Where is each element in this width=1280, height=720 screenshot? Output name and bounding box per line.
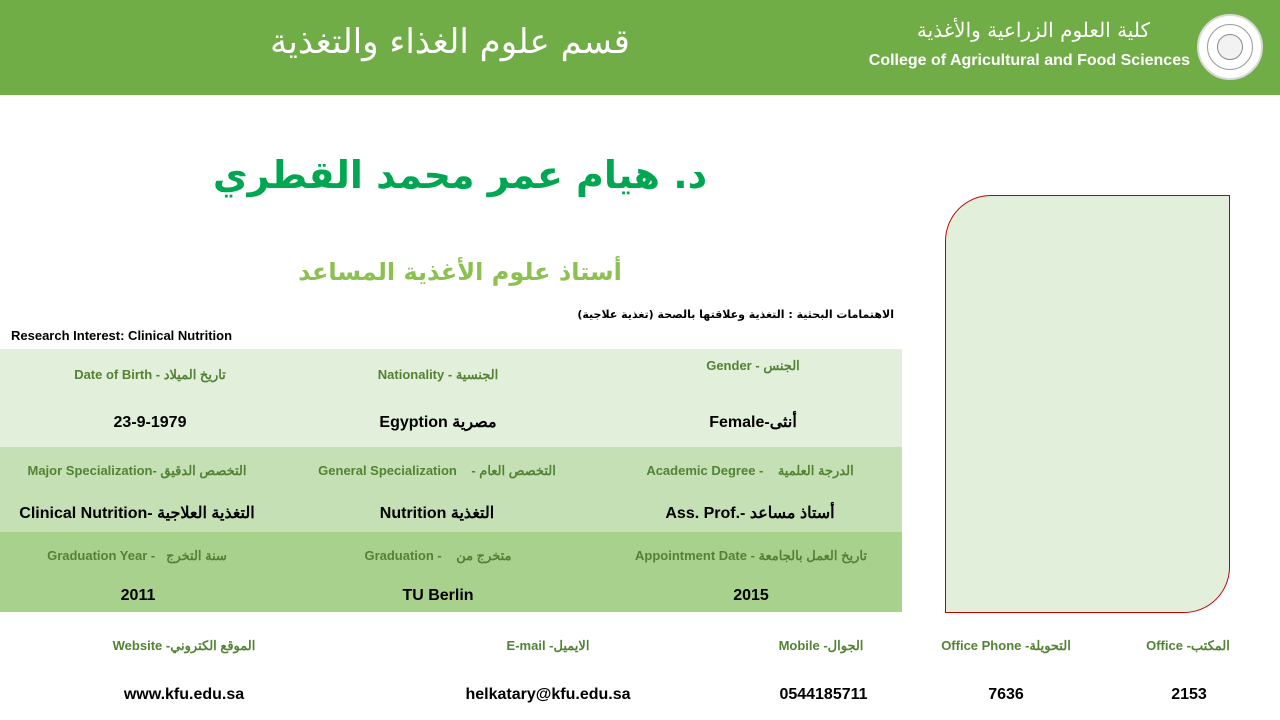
academic-rank: أستاذ علوم الأغذية المساعد bbox=[298, 258, 622, 286]
email-label: E-mail -الايميل bbox=[506, 638, 590, 653]
office-value: 2153 bbox=[1171, 686, 1207, 703]
graduation-year-value: 2011 bbox=[120, 587, 156, 604]
faculty-name: د. هيام عمر محمد القطري bbox=[212, 153, 708, 197]
appointment-date-value: 2015 bbox=[733, 587, 769, 604]
info-band-academic bbox=[0, 447, 902, 532]
graduation-year-value-cell bbox=[0, 585, 288, 607]
appointment-date-value-cell bbox=[601, 585, 901, 607]
mobile-value[interactable]: 0544185711 bbox=[779, 686, 868, 703]
graduation-year-cell bbox=[0, 547, 287, 565]
info-band-personal bbox=[0, 349, 902, 447]
graduation-value-cell bbox=[288, 585, 588, 607]
office-label: Office -المكتب bbox=[1146, 638, 1230, 653]
college-name-arabic: كلية العلوم الزراعية والأغذية bbox=[916, 18, 1150, 42]
general-specialization-value-cell bbox=[287, 503, 587, 525]
profile-photo-placeholder bbox=[945, 195, 1230, 613]
major-specialization-value: Clinical Nutrition- التغذية العلاجية bbox=[19, 505, 255, 522]
appointment-date-cell bbox=[601, 547, 901, 565]
website-value[interactable]: www.kfu.edu.sa bbox=[123, 686, 245, 703]
graduation-cell bbox=[288, 547, 588, 565]
email-value[interactable]: helkatary@kfu.edu.sa bbox=[465, 686, 631, 703]
department-title: قسم علوم الغذاء والتغذية bbox=[270, 22, 630, 62]
graduation-value: TU Berlin bbox=[402, 587, 474, 604]
research-interest-english: Research Interest: Clinical Nutrition bbox=[11, 328, 233, 343]
general-specialization-value: Nutrition التغذية bbox=[379, 505, 495, 522]
gender-label: Gender - الجنس bbox=[706, 358, 800, 373]
gender-value-cell bbox=[603, 412, 903, 434]
website-label: Website -الموقع الكتروني bbox=[112, 638, 256, 653]
academic-degree-label: Academic Degree - الدرجة العلمية bbox=[646, 463, 854, 478]
appointment-date-label: Appointment Date - تاريخ العمل بالجامعة bbox=[635, 548, 867, 563]
major-specialization-label: Major Specialization- التخصص الدقيق bbox=[27, 463, 247, 478]
graduation-label: Graduation - متخرج من bbox=[364, 548, 512, 563]
gender-cell bbox=[603, 357, 903, 375]
academic-degree-value-cell bbox=[600, 503, 900, 525]
nationality-value: Egyption مصرية bbox=[379, 414, 497, 431]
major-specialization-value-cell bbox=[0, 503, 287, 525]
office-phone-label: Office Phone -التحويلة bbox=[941, 638, 1071, 653]
nationality-value-cell bbox=[288, 412, 588, 434]
academic-degree-cell bbox=[600, 462, 900, 480]
date-of-birth-cell bbox=[0, 366, 300, 384]
research-interest-arabic: الاهتمامات البحثية : التغذية وعلاقتها بالصحة (تغذية علاجية) bbox=[577, 308, 894, 321]
general-specialization-cell bbox=[287, 462, 587, 480]
major-specialization-cell bbox=[0, 462, 287, 480]
nationality-cell bbox=[288, 366, 588, 384]
date-of-birth-value-cell bbox=[0, 412, 300, 434]
gender-value: Female-أنثى bbox=[709, 414, 797, 431]
nationality-label: Nationality - الجنسية bbox=[377, 367, 499, 382]
general-specialization-label: General Specialization التخصص العام - bbox=[318, 463, 556, 478]
date-of-birth-value: 23-9-1979 bbox=[113, 414, 187, 431]
office-phone-value: 7636 bbox=[988, 686, 1024, 703]
info-band-career bbox=[0, 532, 902, 612]
college-name-english: College of Agricultural and Food Sciences bbox=[868, 52, 1190, 69]
mobile-label: Mobile -الجوال bbox=[778, 638, 864, 653]
graduation-year-label: Graduation Year - سنة التخرج bbox=[47, 548, 227, 563]
university-seal-logo bbox=[1197, 14, 1263, 80]
date-of-birth-label: Date of Birth - تاريخ الميلاد bbox=[74, 367, 226, 382]
academic-degree-value: Ass. Prof.- أستاذ مساعد bbox=[665, 505, 835, 522]
